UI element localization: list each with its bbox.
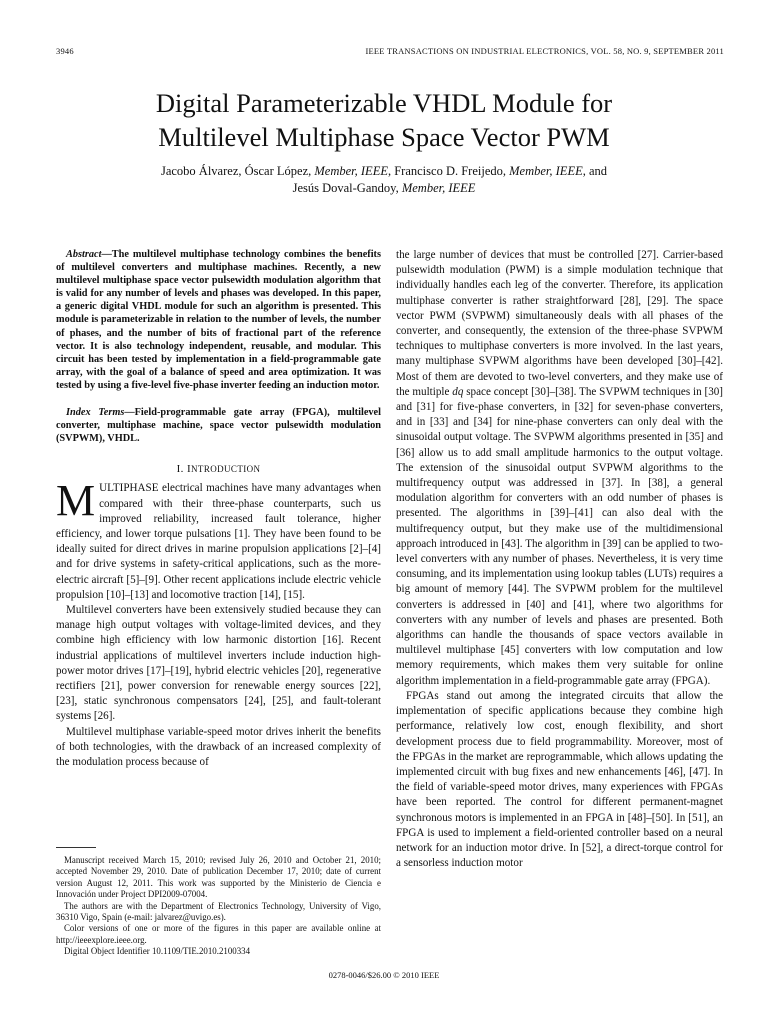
footnote-doi: Digital Object Identifier 10.1109/TIE.2010.2100334: [64, 946, 251, 957]
intro-paragraph-1-text: ULTIPHASE electrical machines have many advantages when compared with their three-phase counterparts, such us improved reliability, increased fault tolerance, higher efficiency, and lower torque pulsations [1]. They have been found to be ideally suited for direct drives in marine propulsion applications [2]–[4] and for drive systems in safety-critical applications, such as the more-electric aircraft [5]–[9]. Other recent applications include electric vehicle propulsion [10]–[13] and locomotive traction [14], [15].: [56, 482, 381, 601]
copyright-line: 0278-0046/$26.00 © 2010 IEEE: [328, 970, 440, 980]
intro-paragraph-3: Multilevel multiphase variable-speed motor drives inherit the benefits of both technologies, with the drawback of an increased complexity of the modulation process because of: [56, 725, 381, 768]
author-list: [60, 163, 708, 197]
title-line-1: Digital Parameterizable VHDL Module for: [155, 88, 613, 118]
intro-paragraph-1: [56, 476, 381, 603]
abstract: [56, 248, 381, 392]
author-names-1: Jacobo Álvarez, Óscar López,: [160, 164, 315, 178]
abstract-lead: Abstract: [66, 249, 102, 260]
footnote-rule: [56, 847, 96, 848]
running-head: IEEE TRANSACTIONS ON INDUSTRIAL ELECTRONICS, VOL. 58, NO. 9, SEPTEMBER 2011: [365, 46, 724, 56]
author-role-3: Member, IEEE: [401, 181, 476, 195]
author-conjunction: , and: [582, 164, 608, 178]
index-terms-lead: Index Terms: [66, 407, 125, 419]
right-column: [396, 248, 723, 871]
author-names-2: , Francisco D. Freijedo,: [387, 164, 510, 178]
footnote-color: Color versions of one or more of the figures in this paper are available online at http://ieeexplore.ieee.org.: [56, 923, 381, 945]
index-terms-text: —Field-programmable gate array (FPGA), multilevel converter, multiphase machine, space vector pulsewidth modulation (SVPWM), VHDL.: [56, 407, 381, 445]
index-terms: [56, 406, 381, 445]
footnotes: [56, 855, 381, 958]
author-names-3: Jesús Doval-Gandoy,: [292, 181, 402, 195]
section-rest: NTRODUCTION: [191, 464, 261, 475]
footnote-manuscript: Manuscript received March 15, 2010; revised July 26, 2010 and October 21, 2010; accepted November 29, 2010. Date of publication December 17, 2010; date of current version August 12, 2011. This work was supported by the Ministerio de Ciencia e Innovación under Project DPI2009-07004.: [56, 855, 381, 900]
paper-title: [0, 86, 768, 154]
left-column: [56, 248, 381, 770]
author-line-1: [60, 163, 708, 180]
title-line-2: Multilevel Multiphase Space Vector PWM: [158, 122, 610, 152]
right-paragraph-1-b: space concept [30]–[38]. The SVPWM techniques in [30] and [31] for five-phase converters, in [32] for seven-phase converters, and in [33] and [34] for nine-phase converters can only deal with the sinusoidal output voltage. The SVPWM algorithms presented in [35] and [36] allow us to add small amplitude harmonics to the output voltage. The extension of the sinusoidal output SVPWM algorithms to the multifrequency output was addressed in [37]. In [38], a general modulation algorithm for converters with an odd number of phases is presented. The algorithms in [39]–[41] can also deal with the multifrequency output, but they make use of the multidimensional approach introduced in [43]. The algorithm in [39] can be applied to two-level converters with any number of phases. Nevertheless, it is very time consuming, and its implementation using lookup tables (LUTs) requires a big amount of memory [44]. The SVPWM problem for the multilevel converters is addressed in [40] and [41], where two algorithms for converters with any number of levels and phases are presented. Both algorithms can handle the thousands of space vectors available in multilevel multiphase [45] converters with low computation and low memory requirements, which makes them very suitable for online algorithm implementation in a field-programmable gate array (FPGA).: [396, 385, 723, 687]
right-paragraph-1-a: the large number of devices that must be controlled [27]. Carrier-based pulsewidth modulation (PWM) is a simple modulation technique that individually handles each leg of the converter. Therefore, its application multiphase converter is rather straightforward [28], [29]. The space vector PWM (SVPWM) simultaneously deals with all phases of the converter, and consequently, the extension of the three-phase SVPWM techniques to multiphase converters is more involved. In the last years, many multiphase SVPWM algorithms have been developed [30]–[42]. Most of them are devoted to two-level converters, and they make use of the multiple: [396, 249, 723, 398]
page-number: 3946: [56, 46, 74, 56]
section-heading-introduction: [56, 463, 381, 475]
intro-paragraph-2: Multilevel converters have been extensively studied because they can manage high output voltages with voltage-limited devices, and they combine high efficiency with low harmonic distortion [16]. Recent industrial applications of multilevel inverters include induction high-power motor drives [17]–[19], hybrid electric vehicles [20], regenerative rectifiers [21], power conversion for renewable energy sources [22], [23], static synchronous compensators [24], [25], and fault-tolerant systems [26].: [56, 603, 381, 723]
section-initial: I: [186, 463, 192, 476]
right-paragraph-2: FPGAs stand out among the integrated circuits that allow the implementation of specific applications because they combine high performance, relatively low cost, enough flexibility, and short development process due to field programmability. Moreover, most of the FPGAs in the market are reprogrammable, which allows updating the implemented circuit with bug fixes and new enhancements [46], [47]. In the field of variable-speed motor drives, many experiences with FPGAs have been reported. The control for different permanent-magnet synchronous motors is implemented in an FPGA in [48]–[50]. In [51], an FPGA is used to implement a field-oriented controller based on a neural network for an induction motor drive. In [52], a direct-torque control for a sensorless induction motor: [396, 689, 723, 870]
abstract-text: —The multilevel multiphase technology combines the benefits of multilevel converters and multiphase machines. Recently, a new multilevel multiphase space vector pulsewidth modulation algorithm that is valid for any number of levels and phases was developed. In this paper, a generic digital VHDL module for such an algorithm is presented. This module is parameterizable in relation to the number of levels, the number of phases, and the number of bits of fractional part of the reference vector. It is also technology independent, reusable, and modular. This circuit has been tested by implementation in a field-programmable gate array, with the goal of a balance of speed and area optimization. It was tested by using a five-level five-phase inverter feeding an induction motor.: [56, 249, 381, 391]
drop-cap: M: [56, 476, 96, 526]
right-paragraph-1: [396, 248, 723, 689]
section-number: I.: [176, 463, 187, 476]
math-dq: dq: [452, 385, 464, 398]
footnote-affiliation: The authors are with the Department of Electronics Technology, University of Vigo, 36310 Vigo, Spain (e-mail: jalvarez@uvigo.es).: [56, 900, 381, 923]
author-role-2: Member, IEEE: [509, 164, 583, 178]
author-line-2: [60, 180, 708, 197]
author-role-1: Member, IEEE: [314, 164, 388, 178]
